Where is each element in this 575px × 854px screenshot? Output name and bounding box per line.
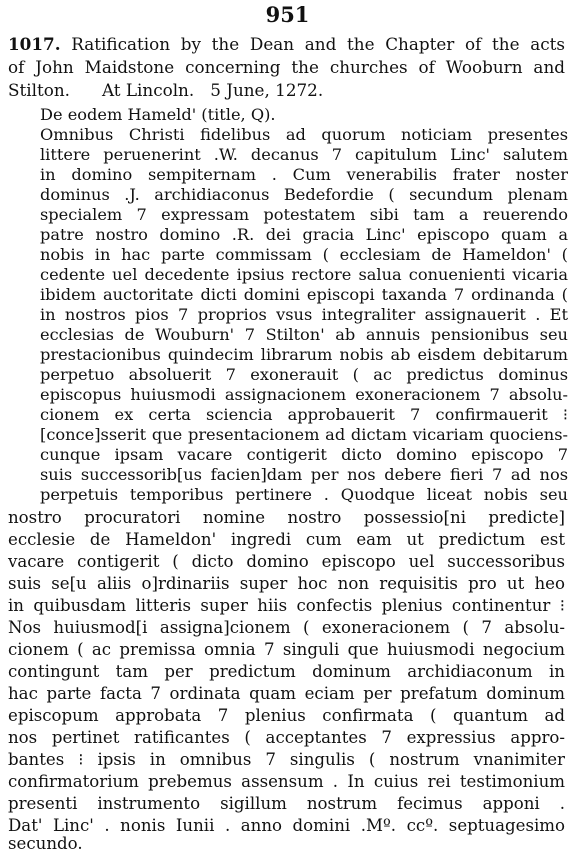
- continuation-line-7: cionem ( ac premissa omnia 7 singuli que huiusmodi negocium: [8, 640, 565, 659]
- continuation-line-8: contingunt tam per predictum dominum archidiaconum in: [8, 662, 565, 681]
- entry-heading-line-3: Stilton. At Lincoln. 5 June, 1272.: [8, 80, 324, 100]
- body-line-13: perpetuo absoluerit 7 exonerauit ( ac predictus dominus: [40, 365, 568, 384]
- body-line-2: littere peruenerint .W. decanus 7 capitulum Linc' salutem: [40, 145, 568, 164]
- continuation-line-10: episcopum approbata 7 plenius confirmata ( quantum ad: [8, 706, 565, 725]
- body-line-14: episcopus huiusmodi assignacionem exoneracionem 7 absolu-: [40, 385, 568, 404]
- body-line-1: Omnibus Christi fidelibus ad quorum noticiam presentes: [40, 125, 568, 144]
- rubric: De eodem Hameld' (title, Q).: [40, 105, 276, 124]
- continuation-line-14: presenti instrumento sigillum nostrum fecimus apponi .: [8, 794, 565, 813]
- entry-heading-line-2: of John Maidstone concerning the churches of Wooburn and: [8, 57, 565, 77]
- continuation-line-15: Dat' Linc' . nonis Iunii . anno domini .Mº. ccº. septuagesimo: [8, 816, 565, 835]
- body-line-3: in domino sempiternam . Cum venerabilis frater noster: [40, 165, 568, 184]
- body-line-10: in nostros pios 7 proprios vsus integraliter assignauerit . Et: [40, 305, 568, 324]
- continuation-line-11: nos pertinet ratificantes ( acceptantes 7 expressius appro-: [8, 728, 565, 747]
- body-line-15: cionem ex certa sciencia approbauerit 7 confirmauerit ⁝: [40, 405, 568, 424]
- body-line-9: ibidem auctoritate dicti domini episcopi taxanda 7 ordinanda (: [40, 285, 568, 304]
- entry-heading-line-1: [8, 34, 565, 54]
- body-line-19: perpetuis temporibus pertinere . Quodque liceat nobis seu: [40, 485, 568, 504]
- continuation-line-9: hac parte facta 7 ordinata quam eciam per prefatum dominum: [8, 684, 565, 703]
- body-line-4: dominus .J. archidiaconus Bedefordie ( secundum plenam: [40, 185, 568, 204]
- body-line-18: suis successorib[us facien]dam per nos debere fieri 7 ad nos: [40, 465, 568, 484]
- continuation-line-6: Nos huiusmod[i assigna]cionem ( exoneracionem ( 7 absolu-: [8, 618, 565, 637]
- entry-title-line: Ratification by the Dean and the Chapter of the acts: [71, 34, 565, 54]
- continuation-line-4: suis se[u aliis o]rdinariis super hoc non requisitis pro ut heo: [8, 574, 565, 593]
- body-line-8: cedente uel decedente ipsius rectore salua conuenienti vicaria: [40, 265, 568, 284]
- continuation-line-16: secundo.: [8, 834, 83, 853]
- body-line-5: specialem 7 expressam potestatem sibi tam a reuerendo: [40, 205, 568, 224]
- page-number: 951: [265, 2, 310, 27]
- continuation-line-2: ecclesie de Hameldon' ingredi cum eam ut predictum est: [8, 530, 565, 549]
- body-line-12: prestacionibus quindecim librarum nobis ab eisdem debitarum: [40, 345, 568, 364]
- continuation-line-13: confirmatorium prebemus assensum . In cuius rei testimonium: [8, 772, 565, 791]
- body-line-7: nobis in hac parte commissam ( ecclesiam de Hameldon' (: [40, 245, 568, 264]
- body-line-17: cunque ipsam vacare contigerit dicto domino episcopo 7: [40, 445, 568, 464]
- entry-number: 1017.: [8, 34, 61, 54]
- body-line-16: [conce]sserit que presentacionem ad dictam vicariam quociens-: [40, 425, 568, 444]
- continuation-line-12: bantes ⁝ ipsis in omnibus 7 singulis ( nostrum vnanimiter: [8, 750, 565, 769]
- continuation-line-3: vacare contigerit ( dicto domino episcopo uel successoribus: [8, 552, 565, 571]
- continuation-line-1: nostro procuratori nomine nostro possessio[ni predicte]: [8, 508, 565, 527]
- body-line-11: ecclesias de Wouburn' 7 Stilton' ab annuis pensionibus seu: [40, 325, 568, 344]
- body-line-6: patre nostro domino .R. dei gracia Linc' episcopo quam a: [40, 225, 568, 244]
- continuation-line-5: in quibusdam litteris super hiis confectis plenius continentur ⁝: [8, 596, 565, 615]
